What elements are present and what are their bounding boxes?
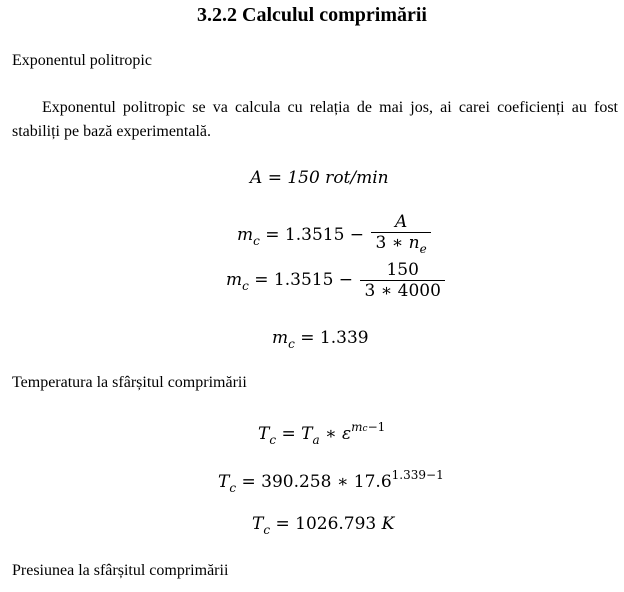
equation-mc-numeric xyxy=(226,260,445,301)
equation-mc-formula xyxy=(237,212,431,259)
frac-numerator: A xyxy=(371,212,430,233)
eq-t: T xyxy=(252,514,264,534)
exp-tail: −1 xyxy=(367,420,386,434)
eq-ta-sub: a xyxy=(312,433,320,447)
eq-rhs: = 390.258 ∗ 17.6 xyxy=(241,472,392,492)
eq-ta: T xyxy=(301,424,313,444)
exp-m-sub: c xyxy=(362,424,368,434)
eq-m-sub: c xyxy=(288,337,295,351)
exp-m: m xyxy=(351,420,363,434)
paragraph-text: Exponentul politropic se va calcula cu relația de mai jos, ai carei coeficienți au fost stabiliți pe bază experimentală. xyxy=(12,99,618,140)
eq-epsilon: ∗ ε xyxy=(319,424,352,444)
section-title: 3.2.2 Calculul comprimării xyxy=(197,4,427,26)
eq-exponent xyxy=(351,420,385,434)
equation-mc-result xyxy=(272,328,369,351)
frac-den-sub: e xyxy=(419,242,427,256)
eq-t-sub: c xyxy=(229,481,237,495)
frac-numerator: 150 xyxy=(360,260,444,281)
equation-speed xyxy=(250,168,389,188)
equation-tc-result xyxy=(252,514,394,537)
eq-m: m xyxy=(226,270,243,290)
eq-rhs: = 150 rot/min xyxy=(267,168,389,188)
eq-fraction xyxy=(360,260,444,301)
eq-m: m xyxy=(272,328,289,348)
eq-var-a: A xyxy=(250,168,263,188)
heading-polytropic-exponent: Exponentul politropic xyxy=(12,52,152,69)
eq-rhs: = 1.339 xyxy=(300,328,369,348)
frac-denominator: 3 ∗ 4000 xyxy=(364,281,441,301)
eq-const: = 1.3515 − xyxy=(265,225,365,245)
eq-t-sub: c xyxy=(269,433,277,447)
equation-tc-numeric xyxy=(218,468,444,495)
eq-rhs: = 1026.793 xyxy=(275,514,382,534)
eq-t: T xyxy=(218,472,230,492)
eq-exponent: 1.339−1 xyxy=(391,468,444,482)
eq-m: m xyxy=(237,225,254,245)
frac-den-a: 3 ∗ xyxy=(375,233,409,253)
eq-t-sub: c xyxy=(263,523,271,537)
eq-m-sub: c xyxy=(242,279,249,293)
heading-temperature: Temperatura la sfârșitul comprimării xyxy=(12,374,247,391)
eq-equals: = xyxy=(281,424,302,444)
paragraph-polytropic xyxy=(12,96,618,144)
heading-pressure: Presiunea la sfârșitul comprimării xyxy=(12,562,229,579)
eq-m-sub: c xyxy=(253,234,260,248)
eq-t: T xyxy=(258,424,270,444)
frac-den-n: n xyxy=(408,233,420,253)
frac-denominator xyxy=(371,233,430,259)
eq-unit: K xyxy=(381,514,395,534)
eq-const: = 1.3515 − xyxy=(254,270,354,290)
equation-tc-formula xyxy=(258,420,385,447)
eq-fraction xyxy=(371,212,430,259)
